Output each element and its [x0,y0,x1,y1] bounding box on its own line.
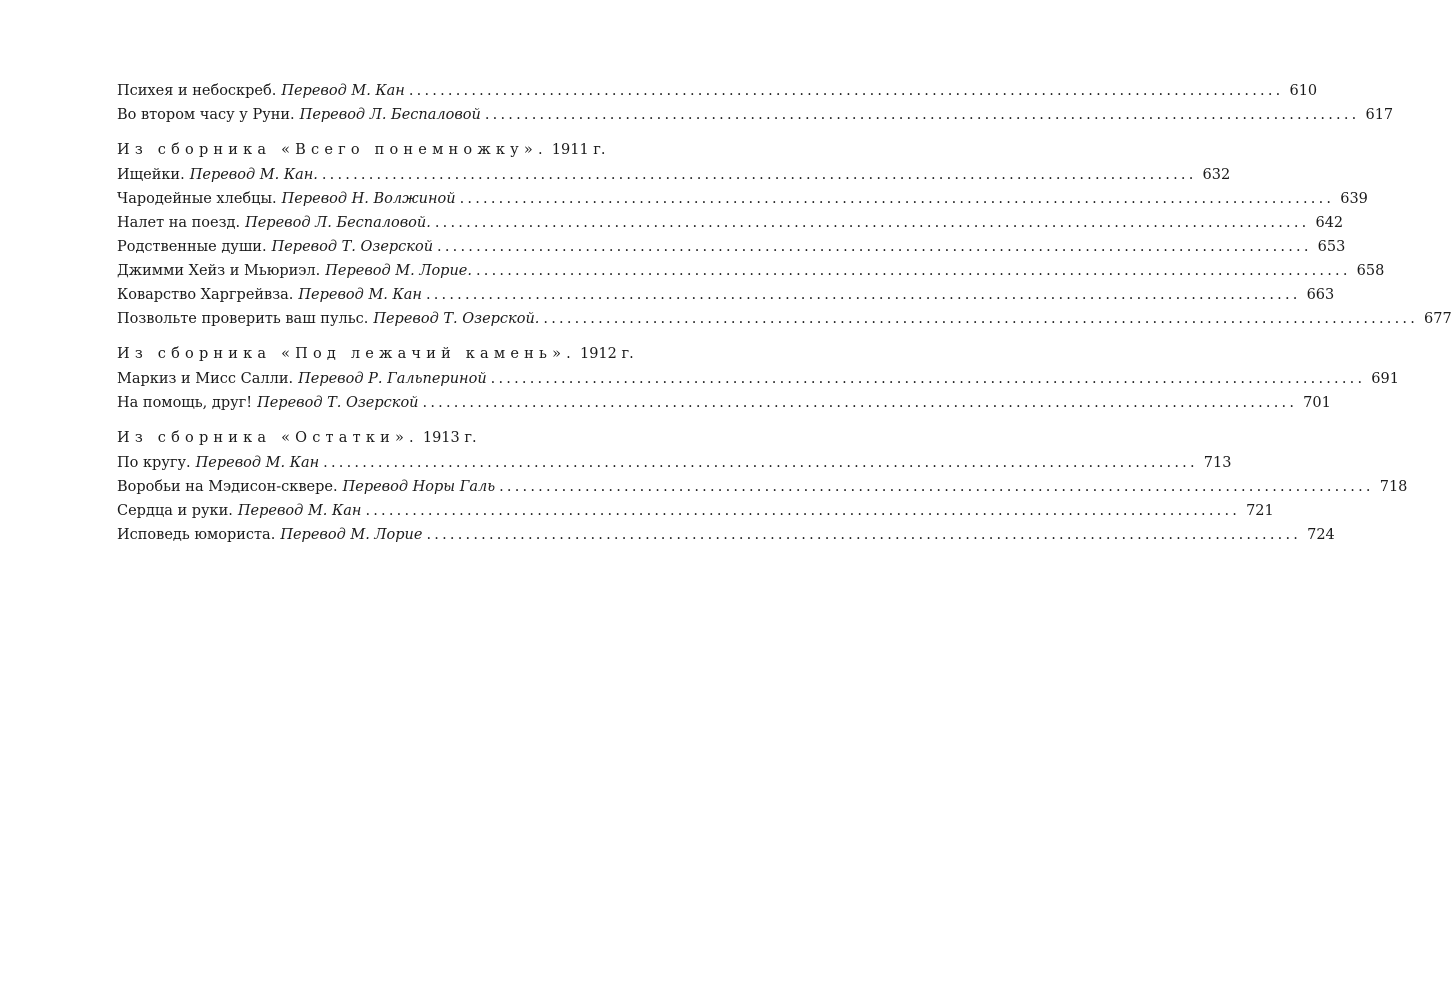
toc-entry [117,163,1231,187]
dot-leader: ................................................................................................................ [476,263,1351,279]
dot-leader: ................................................................................................................ [321,167,1197,183]
entry-page-number: 691 [1371,371,1399,387]
toc-entry [117,235,1346,259]
entry-translator: Перевод М. Кан [281,83,405,99]
entry-translator: Перевод М. Лорие [280,527,423,543]
toc-section-1911 [117,137,1452,331]
dot-leader: ................................................................................................................ [365,503,1241,519]
toc-entry [117,391,1331,415]
toc-entry [117,259,1385,283]
section-heading [117,341,723,367]
entry-title: Маркиз и Мисс Салли. [117,371,294,387]
entry-translator: Перевод Т. Озерской [271,239,434,255]
toc-section-1913 [117,425,1408,547]
entry-title: Сердца и руки. [117,503,233,519]
entry-page-number: 658 [1356,263,1385,279]
toc-entry [117,499,1274,523]
entry-page-number: 639 [1340,191,1368,207]
section-title: Из сборника «Под лежачий камень». [117,346,576,362]
entry-translator: Перевод Т. Озерской. [373,311,540,327]
entry-translator: Перевод Р. Гальпериной [298,371,487,387]
toc-entry [117,475,1408,499]
toc-entry [117,367,1399,391]
entry-title: Чародейные хлебцы. [117,191,277,207]
entry-title: По кругу. [117,455,191,471]
entry-title: Налет на поезд. [117,215,241,231]
entry-page-number: 701 [1303,395,1331,411]
dot-leader: ................................................................................................................ [543,311,1419,327]
toc-entry [117,307,1452,331]
dot-leader: ................................................................................................................ [425,287,1301,303]
dot-leader: ................................................................................................................ [426,527,1302,543]
entry-page-number: 677 [1424,311,1452,327]
toc-entry [117,451,1232,475]
entry-title: Коварство Харгрейвза. [117,287,294,303]
dot-leader: ................................................................................................................ [484,107,1360,123]
dot-leader: ................................................................................................................ [437,239,1312,255]
section-title: Из сборника «Остатки». [117,430,419,446]
entry-page-number: 721 [1246,503,1274,519]
entry-translator: Перевод Т. Озерской [257,395,419,411]
entry-page-number: 617 [1365,107,1394,123]
entry-page-number: 632 [1202,167,1231,183]
entry-page-number: 663 [1306,287,1335,303]
toc-entry [117,283,1335,307]
entry-title: Воробьи на Мэдисон-сквере. [117,479,338,495]
entry-translator: Перевод М. Лорие. [325,263,472,279]
entry-translator: Перевод М. Кан [298,287,422,303]
entry-title: Родственные души. [117,239,267,255]
entry-title: Исповедь юмориста. [117,527,276,543]
entry-title: На помощь, друг! [117,395,253,411]
entry-translator: Перевод М. Кан [237,503,362,519]
entry-page-number: 718 [1379,479,1408,495]
section-year: 1911 г. [551,142,606,158]
entry-title: Ищейки. [117,167,185,183]
entry-page-number: 610 [1289,83,1318,99]
toc-entry [117,523,1335,547]
entry-translator: Перевод М. Кан [195,455,320,471]
table-of-contents [117,79,1452,557]
section-title: Из сборника «Всего понемножку». [117,142,548,158]
dot-leader: ................................................................................................................ [422,395,1298,411]
entry-page-number: 653 [1317,239,1346,255]
toc-section-1912 [117,341,1399,415]
section-year: 1912 г. [579,346,634,362]
toc-entry [117,79,1318,103]
dot-leader: ................................................................................................................ [323,455,1198,471]
entry-page-number: 713 [1203,455,1232,471]
toc-entry [117,103,1394,127]
toc-intro-group [117,79,1394,127]
toc-entry [117,187,1368,211]
dot-leader: ................................................................................................................ [434,215,1310,231]
section-heading [117,137,723,163]
entry-translator: Перевод Л. Беспаловой. [245,215,431,231]
entry-title: Психея и небоскреб. [117,83,277,99]
dot-leader: ................................................................................................................ [408,83,1284,99]
entry-title: Позвольте проверить ваш пульс. [117,311,369,327]
dot-leader: ................................................................................................................ [490,371,1366,387]
entry-page-number: 724 [1307,527,1335,543]
section-year: 1913 г. [422,430,477,446]
entry-translator: Перевод Л. Беспаловой [299,107,481,123]
entry-translator: Перевод Н. Волжиной [281,191,456,207]
dot-leader: ................................................................................................................ [499,479,1374,495]
entry-page-number: 642 [1315,215,1344,231]
entry-title: Во втором часу у Руни. [117,107,295,123]
entry-translator: Перевод Норы Галь [342,479,496,495]
dot-leader: ................................................................................................................ [459,191,1335,207]
entry-translator: Перевод М. Кан. [189,167,318,183]
entry-title: Джимми Хейз и Мьюриэл. [117,263,321,279]
section-heading [117,425,723,451]
toc-entry [117,211,1344,235]
